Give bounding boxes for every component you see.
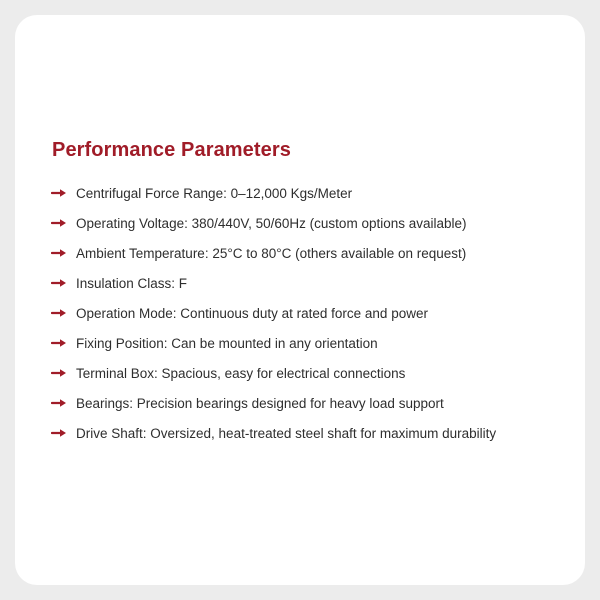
- list-item: [51, 178, 496, 208]
- right-arrow-icon: [51, 428, 67, 438]
- right-arrow-icon: [51, 398, 67, 408]
- right-arrow-icon: [51, 338, 67, 348]
- list-item: [51, 268, 496, 298]
- list-item: [51, 238, 496, 268]
- right-arrow-icon: [51, 218, 67, 228]
- list-item: [51, 208, 496, 238]
- parameter-text: Insulation Class: F: [76, 275, 188, 291]
- right-arrow-icon: [51, 188, 67, 198]
- parameter-text: Fixing Position: Can be mounted in any orientation: [76, 335, 378, 351]
- parameter-text: Operation Mode: Continuous duty at rated force and power: [76, 305, 428, 321]
- parameter-text: Bearings: Precision bearings designed for heavy load support: [76, 395, 444, 411]
- right-arrow-icon: [51, 278, 67, 288]
- right-arrow-icon: [51, 308, 67, 318]
- parameter-text: Centrifugal Force Range: 0–12,000 Kgs/Meter: [76, 185, 353, 201]
- parameter-text: Drive Shaft: Oversized, heat-treated steel shaft for maximum durability: [76, 425, 497, 441]
- parameter-text: Ambient Temperature: 25°C to 80°C (others available on request): [76, 245, 467, 261]
- parameter-text: Operating Voltage: 380/440V, 50/60Hz (custom options available): [76, 215, 467, 231]
- right-arrow-icon: [51, 248, 67, 258]
- list-item: [51, 298, 496, 328]
- list-item: [51, 388, 496, 418]
- content-card: [15, 15, 585, 585]
- parameter-list: [51, 178, 496, 448]
- section-title: Performance Parameters: [52, 139, 291, 161]
- list-item: [51, 328, 496, 358]
- right-arrow-icon: [51, 368, 67, 378]
- list-item: [51, 418, 496, 448]
- list-item: [51, 358, 496, 388]
- parameter-text: Terminal Box: Spacious, easy for electrical connections: [76, 365, 406, 381]
